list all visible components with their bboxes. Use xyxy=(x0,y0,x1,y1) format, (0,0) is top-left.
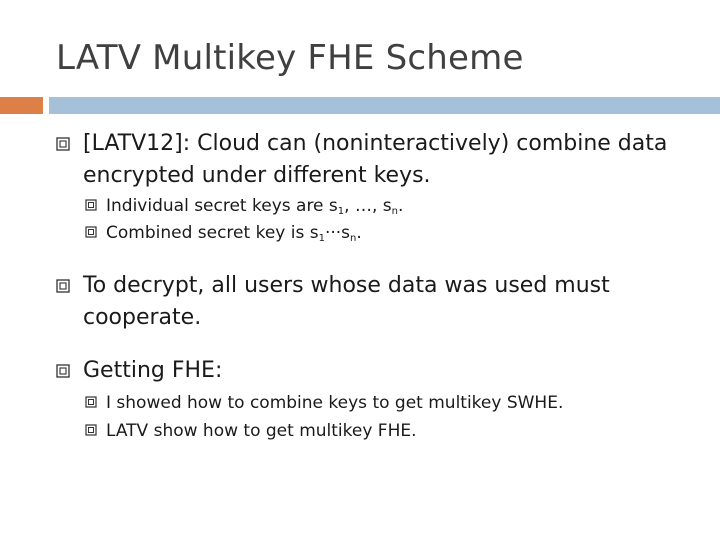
hollow-square-bullet-icon xyxy=(56,137,70,151)
bullet-text: Getting FHE: xyxy=(83,358,223,383)
slide-title: LATV Multikey FHE Scheme xyxy=(56,38,524,78)
hollow-square-bullet-icon xyxy=(56,364,70,378)
sub-bullet-item xyxy=(85,221,685,245)
bullet-item xyxy=(56,270,686,334)
sub-bullet-text: I showed how to combine keys to get multikey SWHE. xyxy=(106,393,564,413)
bullet-item xyxy=(56,128,686,192)
hollow-square-bullet-icon xyxy=(56,279,70,293)
sub-bullet-text: Individual secret keys are $s_1$, …, $s_n$. xyxy=(106,196,404,217)
sub-bullet-text: Combined secret key is $s_1\cdot\cdot\cdot s_n$. xyxy=(106,223,362,244)
accent-bar-left xyxy=(0,97,43,114)
sub-bullet-item xyxy=(85,391,685,415)
sub-bullet-item xyxy=(85,194,685,218)
bullet-text: [LATV12]: Cloud can (noninteractively) combine data encrypted under different keys. xyxy=(83,131,668,188)
accent-bar-right xyxy=(49,97,720,114)
hollow-square-bullet-icon xyxy=(85,226,97,238)
hollow-square-bullet-icon xyxy=(85,424,97,436)
sub-bullet-text: LATV show how to get multikey FHE. xyxy=(106,421,417,441)
bullet-text: To decrypt, all users whose data was used must cooperate. xyxy=(83,273,610,330)
sub-bullet-item xyxy=(85,419,685,443)
hollow-square-bullet-icon xyxy=(85,199,97,211)
hollow-square-bullet-icon xyxy=(85,396,97,408)
bullet-item xyxy=(56,355,686,387)
